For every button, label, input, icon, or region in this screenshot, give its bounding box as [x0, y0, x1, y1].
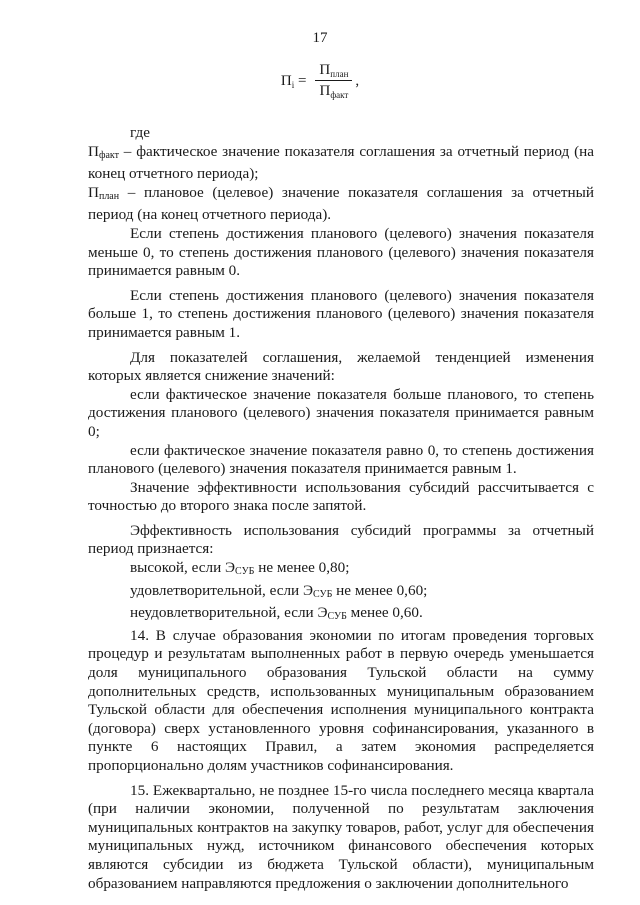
fact-symbol: П — [88, 142, 99, 160]
formula-lhs: $П_i$ = — [280, 72, 307, 90]
high-after: не менее 0,80; — [254, 559, 350, 577]
document-body — [88, 120, 594, 893]
formula-denominator-symbol: П — [319, 83, 331, 99]
paragraph-high — [88, 559, 594, 582]
plan-definition-text: – плановое (целевое) значение показателя соглашения за отчетный период (на конец отчетного периода). — [88, 183, 594, 224]
paragraph-where: где — [130, 124, 150, 141]
plan-subscript: план — [98, 190, 120, 202]
paragraph-fact-zero: если фактическое значение показателя равно 0, то степень достижения планового (целевого) значения показателя принимается равным 1. — [88, 441, 594, 478]
paragraph-unsatisfactory — [88, 604, 594, 627]
fact-subscript: факт — [98, 149, 119, 161]
paragraph-fact-greater: если фактическое значение показателя больше планового, то степень достижения планового (целевого) значения показателя принимается равным 0; — [88, 385, 594, 440]
paragraph-decreasing-indicators: Для показателей соглашения, желаемой тенденцией изменения которых является снижение значений: — [88, 348, 594, 385]
paragraph-precision: Значение эффективности использования субсидий рассчитывается с точностью до второго знака после запятой. — [88, 478, 594, 515]
formula-numerator-subscript: план — [330, 69, 349, 79]
paragraph-satisfactory — [88, 582, 594, 605]
plan-symbol: П — [88, 183, 99, 201]
paragraph-above-one: Если степень достижения планового (целевого) значения показателя больше 1, то степень достижения планового (целевого) значения показателя принимается равным 1. — [88, 286, 594, 341]
fact-definition-text: – фактическое значение показателя соглашения за отчетный период (на конец отчетного периода); — [88, 142, 594, 183]
paragraph-item-15: 15. Ежеквартально, не позднее 15-го числа последнего месяца квартала (при наличии экономии, полученной по результатам заключения муниципальных контрактов на закупку товаров, работ, услуг для обеспечения муниципальных нужд, источником финансового обеспечения которых являются субсидии из бюджета Тульской области), муниципальным образованием направляются предложения о заключении дополнительного — [88, 781, 594, 892]
formula-fraction — [315, 62, 352, 100]
paragraph-below-zero: Если степень достижения планового (целевого) значения показателя меньше 0, то степень достижения планового (целевого) значения показателя принимается равным 0. — [88, 224, 594, 280]
satisfactory-after: не менее 0,60; — [332, 581, 428, 599]
paragraph-efficiency-recognized: Эффективность использования субсидий программы за отчетный период признается: — [88, 521, 594, 558]
unsatisfactory-before: неудовлетворительной, если Э — [130, 604, 328, 622]
formula-trailing-comma: , — [355, 72, 360, 89]
satisfactory-subscript: СУБ — [312, 588, 333, 600]
formula-denominator-subscript: факт — [330, 90, 349, 100]
formula-numerator — [315, 62, 352, 81]
efficiency-formula — [0, 62, 640, 100]
unsatisfactory-after: менее 0,60. — [346, 604, 423, 622]
paragraph-plan-definition — [88, 184, 594, 225]
paragraph-fact-definition — [88, 143, 594, 184]
unsatisfactory-subscript: СУБ — [327, 611, 347, 623]
formula-lhs-symbol: П — [280, 72, 292, 89]
formula-lhs-subscript: i — [291, 79, 295, 90]
page-number: 17 — [312, 30, 328, 46]
high-before: высокой, если Э — [130, 559, 236, 577]
formula-denominator — [315, 81, 352, 100]
formula-numerator-symbol: П — [319, 62, 331, 78]
satisfactory-before: удовлетворительной, если Э — [130, 581, 313, 599]
paragraph-item-14: 14. В случае образования экономии по итогам проведения торговых процедур и результатам выполненных работ в первую очередь уменьшается доля муниципального образования Тульской области на сумму дополнительных средств, использованных муниципальным образованием Тульской области для обеспечения исполнения муниципального контракта (договора) сверх установленного уровня софинансирования, указанного в пункте 6 настоящих Правил, а затем экономия распределяется пропорционально долям участников софинансирования. — [88, 626, 594, 774]
high-subscript: СУБ — [235, 566, 255, 578]
